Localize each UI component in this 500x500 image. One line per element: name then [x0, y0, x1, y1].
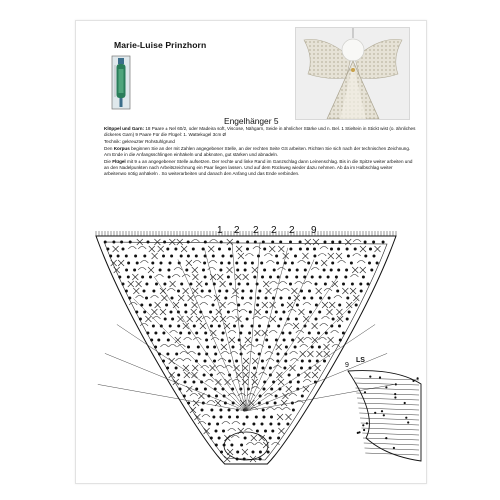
materials-paragraph: Klöppel und Garn: 18 Paare ± Nel 60/2, oder Madeira soft, Viscose, Nähgarn, Seide in ähnlicher Stärke und n. Bel. 1 Stieltein in Stickt wist (o. ähnliches dickeres Garn) 9 Paare Für die Flügel: 1. Wattekugel 3cm Ø [104, 126, 416, 138]
body-pattern [96, 231, 396, 464]
technique-paragraph: Technik: gekreuzter Rohstuhlgrund [104, 139, 175, 145]
start-number: 2 [234, 225, 240, 236]
wings-paragraph: Die Flügel mit 9 ± an angegebener Stelle aufsetzen. Der rechte und linke Rand im Ganzschlag dann Leinenschlag. Bis in die Spitze weiter arbeiten und an den Nadelpunkten nach Arbeitszeichnung ein Paar liegen lassen. Und auf dem Rückweg wieder dazu nehmen. Ab da im Halbschlag weiter arbeitenwo nötig anhäkeln . So weiterarbeiten und danach den Anfang und das Ende verbinden. [104, 159, 413, 177]
start-number: 2 [253, 225, 259, 236]
wing-number: 9 [345, 362, 349, 369]
author-name: Marie-Luise Prinzhorn [114, 40, 207, 50]
wing-label: LS [356, 357, 365, 364]
start-number: 2 [271, 225, 277, 236]
start-number: 9 [311, 225, 317, 236]
start-number: 2 [289, 225, 295, 236]
wing-pattern [348, 371, 421, 461]
document-title: Engelhänger 5 [224, 116, 279, 126]
document-page [75, 20, 427, 484]
lace-pattern-drawing [86, 206, 426, 481]
bobbin-icon [111, 55, 131, 110]
body-paragraph: Den Korpus beginnen Sie an der mit Zahlen angegebener Stelle, an der rechten Seite GS arbeiten. Richten Sie sich nach der technischen Zeichnung. Am Ende in die Anfangsschlingen einhäkeln und abknoten, gut stärken und abnadeln. [104, 145, 411, 158]
instructions-text [104, 126, 416, 178]
lace-angel-photo [295, 27, 410, 120]
start-number: 1 [217, 225, 223, 236]
